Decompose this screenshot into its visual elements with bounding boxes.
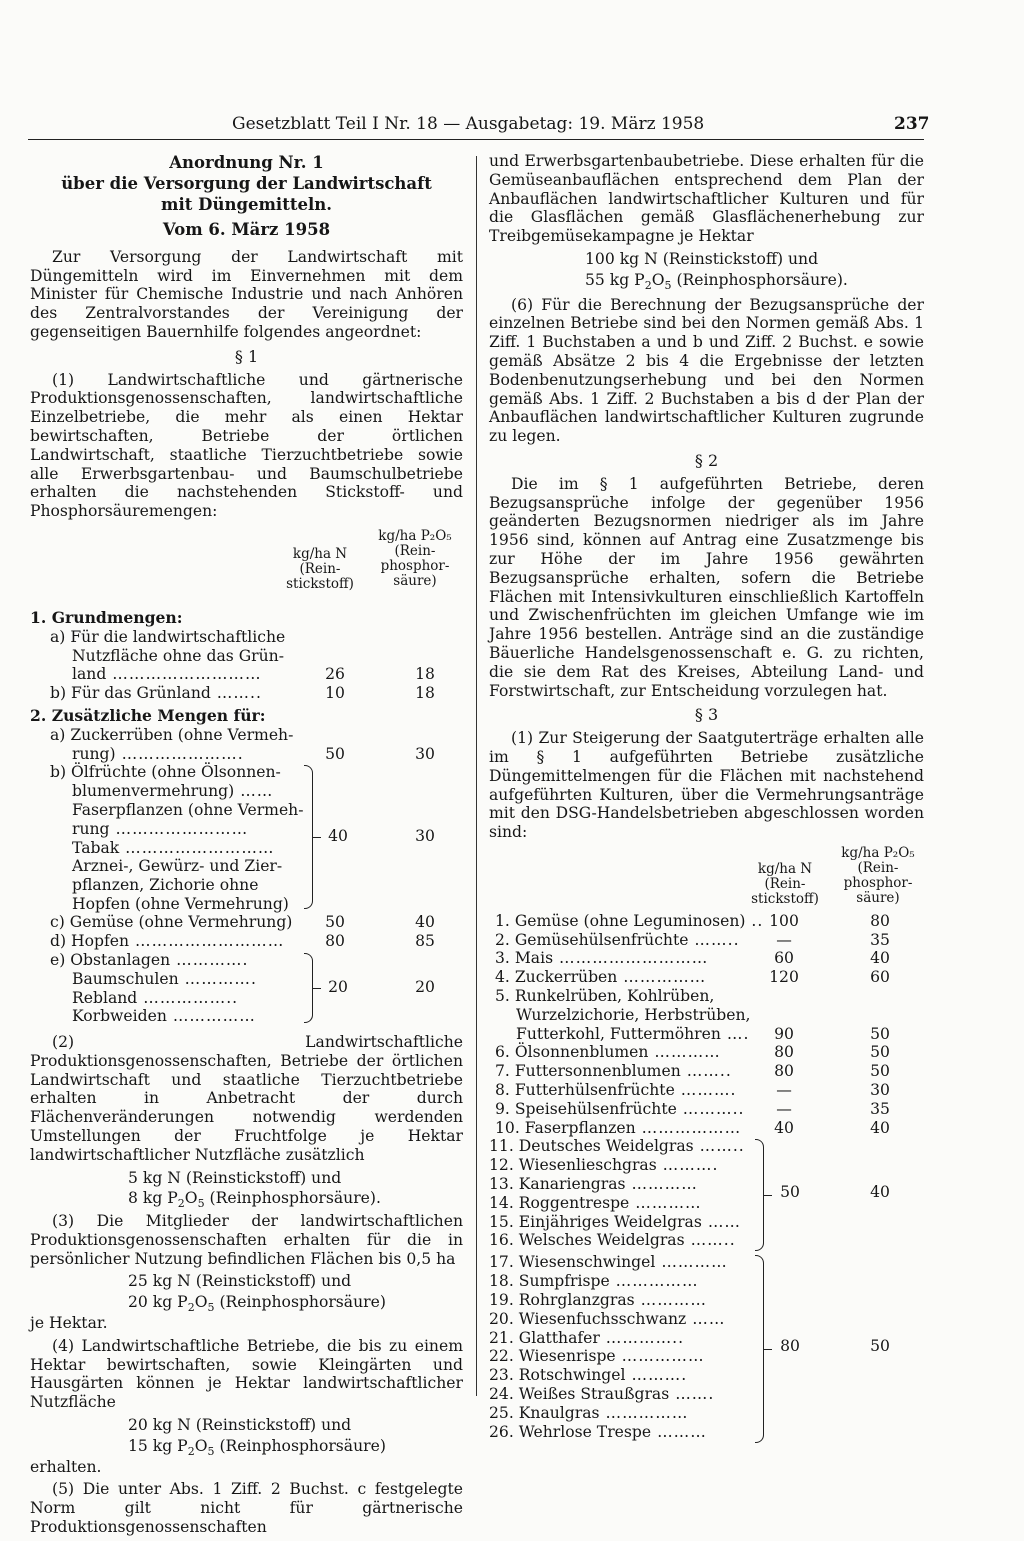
- formula-line: 8 kg $P_2O_5$ (Reinphosphorsäure).: [128, 1189, 381, 1211]
- table-row: a) Für die landwirtschaftliche: [50, 627, 286, 646]
- table-row: 1. Gemüse (ohne Leguminosen) .. 100 80: [495, 911, 890, 930]
- formula-line: 55 kg $P_2O_5$ (Reinphosphorsäure).: [585, 270, 848, 292]
- table-row: Faserpflanzen (ohne Vermeh-: [72, 800, 304, 819]
- table-row: 12. Wiesenlieschgras ……….: [489, 1156, 719, 1175]
- table-row: rung ……………………: [72, 819, 249, 838]
- brace: [755, 1255, 764, 1443]
- table-row: d) Hopfen ……………………… 80 85: [50, 932, 435, 951]
- formula-line: 100 kg N (Reinstickstoff) und: [585, 249, 819, 268]
- brace-group-grasses-b: [489, 1253, 924, 1445]
- brace: [304, 953, 313, 1023]
- group-zusaetzliche-mengen: 2. Zusätzliche Mengen für:: [30, 705, 266, 725]
- rows-1-4: [489, 912, 924, 987]
- table-row: Rebland ……………..: [72, 988, 239, 1007]
- table-row: 19. Rohrglanzgras …………: [489, 1291, 707, 1310]
- table-row: 13. Kanariengras …………: [489, 1175, 698, 1194]
- table-row: e) Obstanlagen ………….: [50, 950, 249, 969]
- table-row: 5. Runkelrüben, Kohlrüben,: [495, 987, 715, 1006]
- table-row: land ……………………… 26 18: [72, 665, 435, 684]
- table-row: 3. Mais ……………………… 60 40: [495, 949, 890, 968]
- table-row: Korbweiden ……………: [72, 1007, 256, 1026]
- table-row: Baumschulen ………….: [72, 969, 257, 988]
- section-3-text: (1) Zur Steigerung der Saatguterträge erhalten alle im § 1 aufgeführten Betriebe zusätzliche Düngemittelmengen für die Flächen mit nachstehend aufgeführten Kulturen, über die Vermehrungsanträge mit den DSG-Handelsbetrieben abgeschlossen worden sind:: [489, 729, 924, 842]
- preamble: Zur Versorgung der Landwirtschaft mit Düngemitteln wird im Einvernehmen mit dem Minister für Chemische Industrie und nach Anhören des Zentralvorstandes der Vereinigung der gegenseitigen Bauernhilfe folgendes angeordnet:: [30, 247, 463, 341]
- grundmengen-table: [30, 525, 463, 1027]
- ordinance-title-2: über die Versorgung der Landwirtschaft: [61, 174, 432, 193]
- table-row: 20. Wiesenfuchsschwanz ……: [489, 1309, 726, 1328]
- paragraph-end: erhalten.: [30, 1457, 102, 1476]
- table-row: 14. Roggentrespe …………: [489, 1193, 702, 1212]
- table-row: 2. Gemüsehülsenfrüchte …….. — 35: [495, 930, 890, 949]
- col-header-p: kg/ha P₂O₅ (Rein- phosphor- säure): [378, 527, 452, 589]
- table-row: 25. Knaulgras ……………: [489, 1403, 689, 1422]
- section-1-paragraph-2: (2) Landwirtschaftliche Produktionsgenossenschaften, Betriebe der örtlichen Landwirtschaft und staatliche Tierzuchtbetriebe erhalten in Anbetracht der durch Flächenveränderungen notwendig werdenden Umstellungen der Fruchtfolge je Hektar landwirtschaftlicher Nutzfläche zusätzlich: [30, 1032, 463, 1164]
- grasses-a-n-value: 50: [780, 1183, 800, 1202]
- section-1-paragraph-5-continued: und Erwerbsgartenbaubetriebe. Diese erhalten für die Gemüseanbauflächen entsprechend dem Plan der Anbauflächen landwirtschaftlicher Kulturen und für die Glasflächen gemäß Glasflächenerhebung zur Treibgemüsekampagne je Hektar: [489, 152, 924, 246]
- table-row: 10. Faserpflanzen ……………… 40 40: [495, 1118, 890, 1137]
- table-row: 9. Speisehülsenfrüchte ……….. — 35: [495, 1099, 890, 1118]
- header-rule: [28, 139, 924, 140]
- table-row: blumenvermehrung) ……: [72, 782, 274, 801]
- table-row: a) Zuckerrüben (ohne Vermeh-: [50, 725, 294, 744]
- section-3-heading: § 3: [694, 705, 719, 725]
- oelfruechte-n-value: 40: [328, 827, 348, 846]
- table-row: Hopfen (ohne Vermehrung): [72, 894, 289, 913]
- table-row: Tabak ………………………: [72, 838, 275, 857]
- table-row: Wurzelzichorie, Herbstrüben,: [516, 1005, 751, 1024]
- section-1-paragraph-4: (4) Landwirtschaftliche Betriebe, die bis zu einem Hektar bewirtschaften, sowie Kleingärten und Hausgärten können je Hektar landwirtschaftlicher Nutzfläche: [30, 1336, 463, 1412]
- table-row: Futterkohl, Futtermöhren …. 90 50: [516, 1024, 890, 1043]
- column-rule: [476, 156, 477, 1396]
- table-row: 22. Wiesenrispe ……………: [489, 1347, 705, 1366]
- brace-group-oelfruechte: [30, 763, 463, 913]
- brace: [304, 765, 313, 909]
- formula-line: 25 kg N (Reinstickstoff) und: [128, 1272, 352, 1291]
- table-row: 11. Deutsches Weidelgras ……..: [489, 1137, 745, 1156]
- table-row: 16. Welsches Weidelgras ……..: [489, 1231, 736, 1250]
- col-header-n: kg/ha N (Rein- stickstoff): [751, 860, 819, 907]
- section-1-paragraph-5: (5) Die unter Abs. 1 Ziff. 2 Buchst. c festgelegte Norm gilt nicht für gärtnerische Produktionsgenossenschaften: [30, 1480, 463, 1537]
- saatgut-table: [489, 846, 924, 1446]
- table-row: 26. Wehrlose Trespe ………: [489, 1422, 707, 1441]
- table-row: Nutzfläche ohne das Grün-: [72, 646, 284, 665]
- section-1-paragraph-3: (3) Die Mitglieder der landwirtschaftlichen Produktionsgenossenschaften erhalten für die in persönlicher Nutzung befindlichen Flächen bis 0,5 ha: [30, 1212, 463, 1268]
- header-title: Gesetzblatt Teil I Nr. 18 — Ausgabetag: 19. März 1958: [232, 114, 705, 134]
- formula-line: 20 kg N (Reinstickstoff) und: [128, 1416, 352, 1435]
- table-row: Arznei-, Gewürz- und Zier-: [72, 857, 283, 876]
- col-header-n: kg/ha N (Rein- stickstoff): [286, 545, 354, 592]
- table-header: [30, 525, 463, 609]
- table-row: pflanzen, Zichorie ohne: [72, 876, 259, 895]
- section-1-heading: § 1: [234, 346, 259, 366]
- ordinance-title-3: mit Düngemitteln.: [161, 195, 332, 214]
- brace: [755, 1139, 764, 1251]
- obstanlagen-n-value: 20: [328, 977, 348, 996]
- formula-line: 20 kg $P_2O_5$ (Reinphosphorsäure): [128, 1293, 386, 1315]
- section-2-heading: § 2: [694, 450, 719, 470]
- table-row: 8. Futterhülsenfrüchte ………. — 30: [495, 1081, 890, 1100]
- table-row: rung) …………………. 50 30: [72, 744, 435, 763]
- table-row: 17. Wiesenschwingel …………: [489, 1253, 728, 1272]
- section-2-text: Die im § 1 aufgeführten Betriebe, deren Bezugsansprüche infolge der gegenüber 1956 geänderten Bezugsnormen niedriger als im Jahre 1956 sind, können auf Antrag eine Zusatzmenge bis zur Höhe der im Jahre 1956 gewährten Bezugsansprüche erhalten, sofern die Betriebe Flächen mit Intensivkulturen einschließlich Kartoffeln und Zwischenfrüchten im gleichen Umfange wie im Jahre 1956 bestellen. Anträge sind an die zuständige Bäuerliche Handelsgenossenschaft e. G. zu richten, die sie dem Rat des Kreises, Abteilung Land- und Forstwirtschaft, zur Entscheidung vorzulegen hat.: [489, 474, 924, 700]
- paragraph-end: je Hektar.: [30, 1314, 108, 1333]
- table-row: c) Gemüse (ohne Vermehrung) 50 40: [50, 913, 435, 932]
- group-grundmengen: 1. Grundmengen:: [30, 607, 183, 627]
- section-1-paragraph-1: (1) Landwirtschaftliche und gärtnerische Produktionsgenossenschaften, landwirtschaftliche Einzelbetriebe, die mehr als einen Hektar bewirtschaften, Betriebe der örtlichen Landwirtschaft, staatliche Tierzuchtbetriebe sowie alle Erwerbsgartenbau- und Baumschulbetriebe erhalten die nachstehenden Stickstoff- und Phosphorsäuremengen:: [30, 370, 463, 521]
- grasses-b-p-value: 50: [870, 1337, 890, 1356]
- table-row: 4. Zuckerrüben …………… 120 60: [495, 968, 890, 987]
- right-column: [489, 152, 924, 1445]
- rows-6-10: [489, 1043, 924, 1137]
- left-column: [30, 152, 463, 1541]
- formula-line: 5 kg N (Reinstickstoff) und: [128, 1168, 342, 1187]
- table-row: b) Ölfrüchte (ohne Ölsonnen-: [50, 763, 281, 782]
- table-row: 7. Futtersonnenblumen …….. 80 50: [495, 1062, 890, 1081]
- table-row: 24. Weißes Straußgras …….: [489, 1385, 715, 1404]
- obstanlagen-p-value: 20: [415, 977, 435, 996]
- grasses-b-n-value: 80: [780, 1337, 800, 1356]
- brace-group-grasses-a: [489, 1137, 924, 1253]
- ordinance-date: Vom 6. März 1958: [162, 220, 331, 239]
- ordinance-title-1: Anordnung Nr. 1: [169, 153, 324, 172]
- table-row: 6. Ölsonnenblumen ………… 80 50: [495, 1043, 890, 1062]
- grasses-a-p-value: 40: [870, 1183, 890, 1202]
- col-header-p: kg/ha P₂O₅ (Rein- phosphor- säure): [841, 844, 915, 906]
- table-header: [489, 846, 924, 912]
- page-number: 237: [894, 114, 930, 134]
- oelfruechte-p-value: 30: [415, 827, 435, 846]
- brace-group-obstanlagen: [30, 951, 463, 1027]
- table-row: b) Für das Grünland …….. 10 18: [50, 684, 435, 703]
- formula-line: 15 kg $P_2O_5$ (Reinphosphorsäure): [128, 1436, 386, 1458]
- table-row: 21. Glatthafer …………..: [489, 1328, 685, 1347]
- section-1-paragraph-6: (6) Für die Berechnung der Bezugsansprüche der einzelnen Betriebe sind bei den Normen gemäß Abs. 1 Ziff. 1 Buchstaben a und b und Ziff. 2 Buchst. e sowie gemäß Absätze 2 bis 4 die Ergebnisse der letzten Bodenbenutzungserhebung und bei den Normen gemäß Abs. 1 Ziff. 2 Buchstaben a bis d der Plan der Anbauflächen landwirtschaftlicher Kulturen zugrunde zu legen.: [489, 295, 924, 446]
- page-header: [0, 110, 1024, 140]
- table-row: 23. Rotschwingel ……….: [489, 1366, 688, 1385]
- table-row: 18. Sumpfrispe ……………: [489, 1272, 699, 1291]
- table-row: 15. Einjähriges Weidelgras ……: [489, 1212, 742, 1231]
